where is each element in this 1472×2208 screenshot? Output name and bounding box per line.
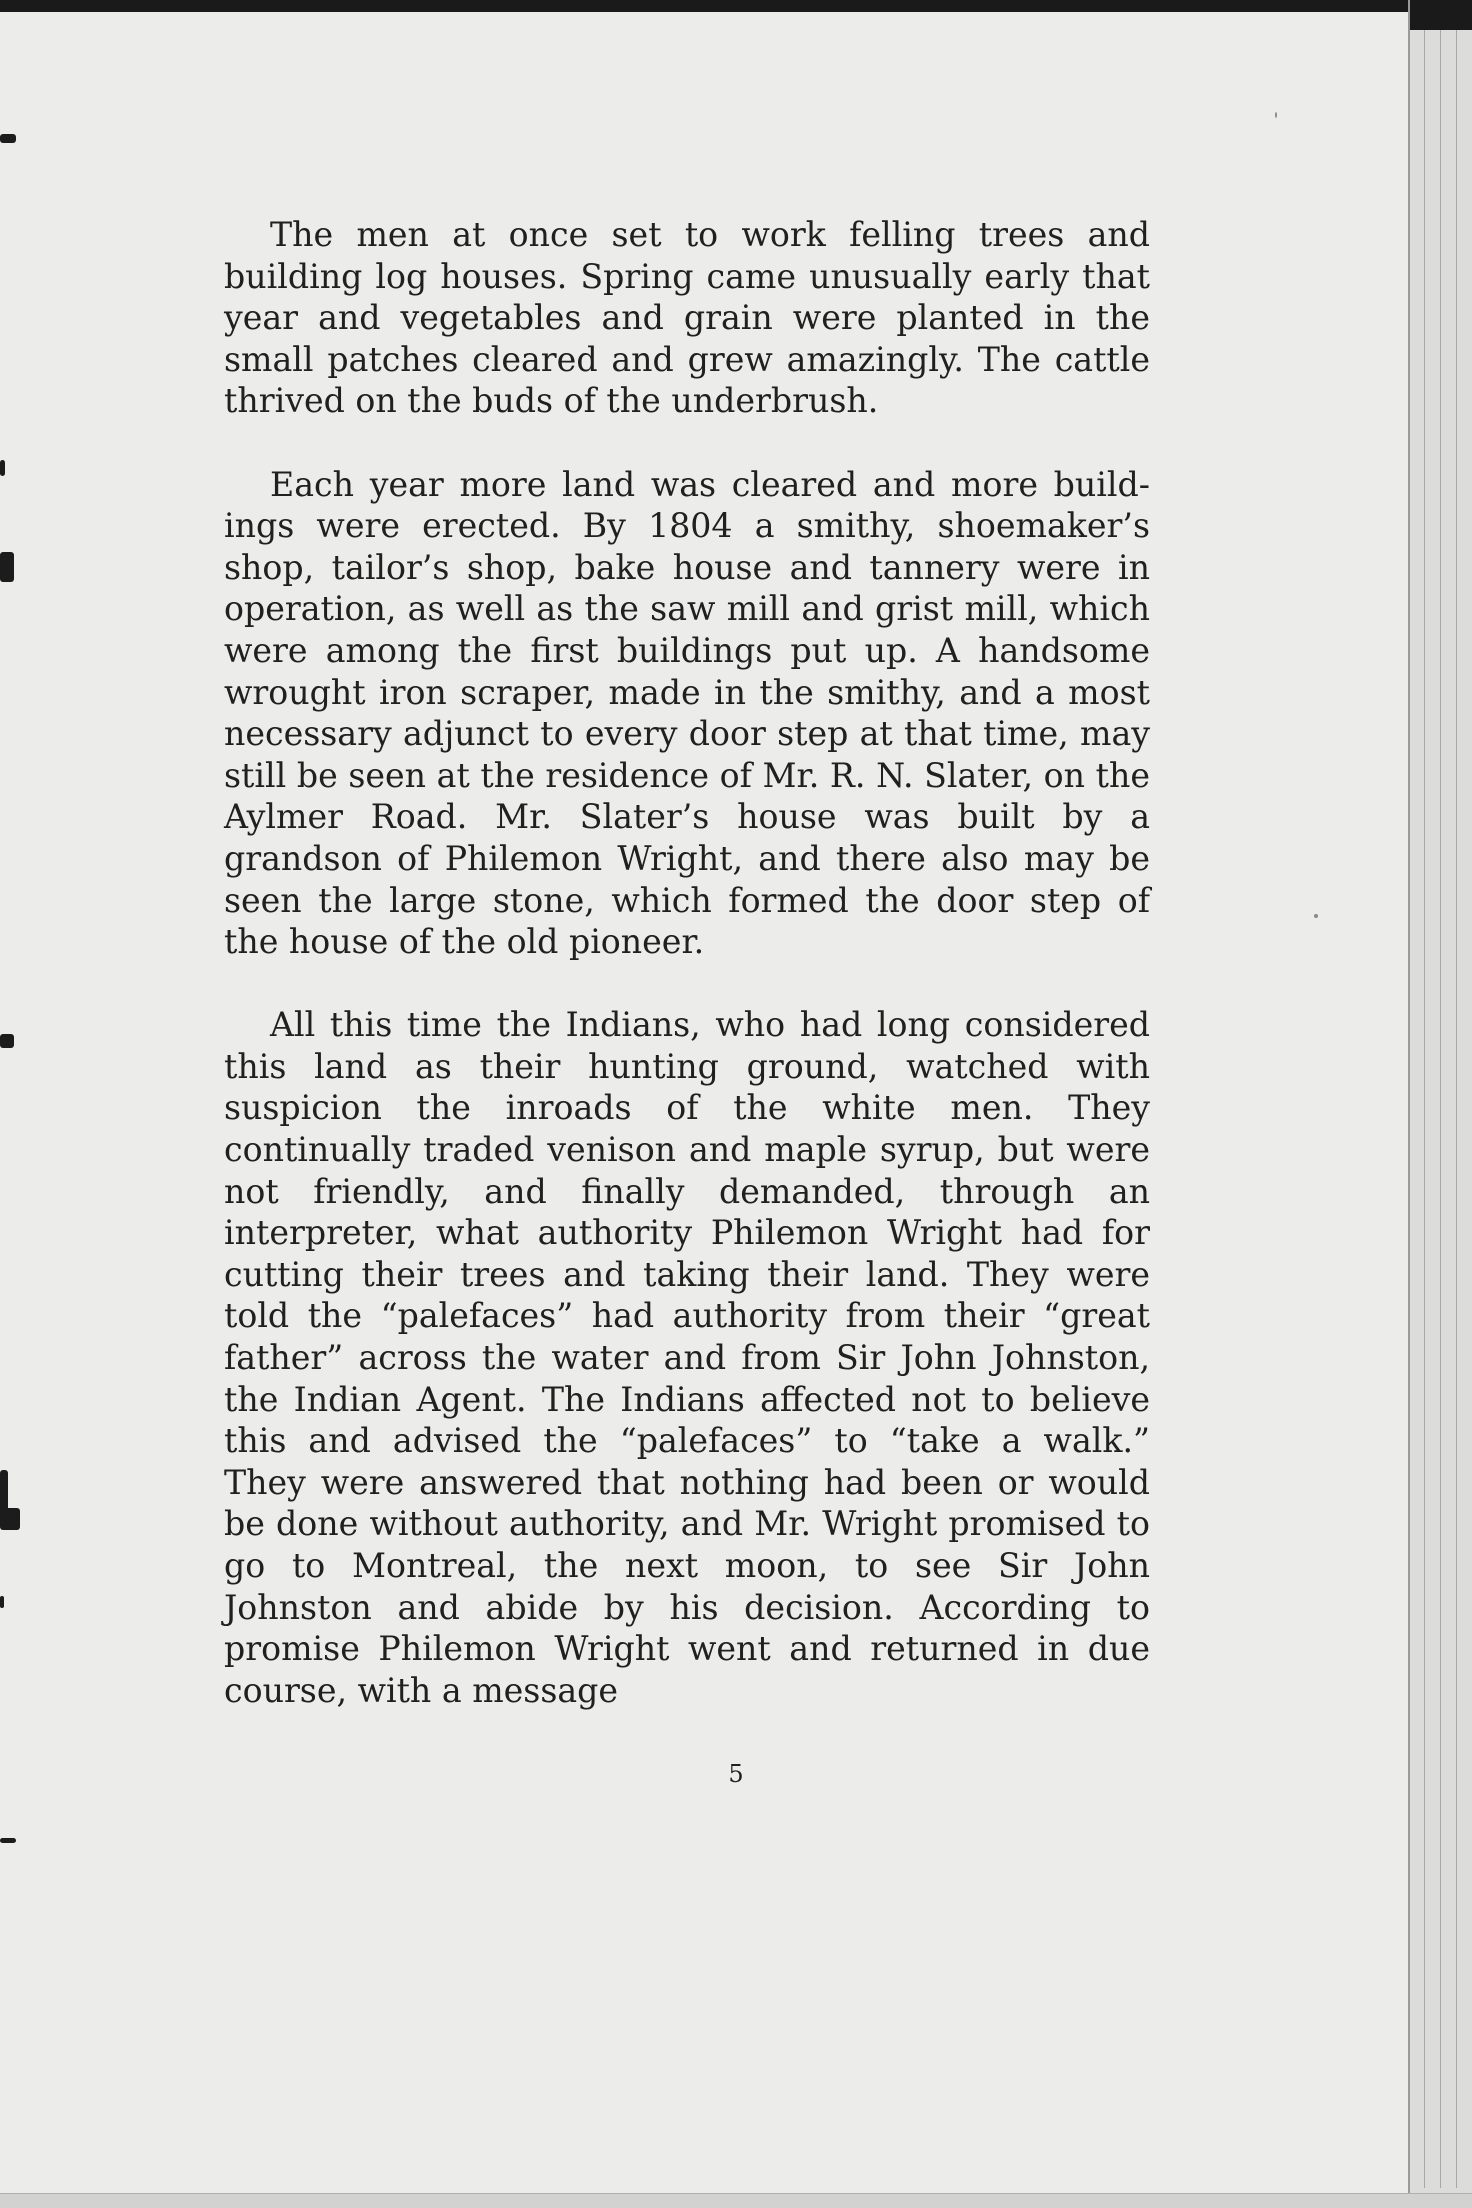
scan-top-edge	[0, 0, 1410, 12]
binding-mark	[0, 1838, 16, 1843]
paragraph: Each year more land was cleared and more build-ings were erected. By 1804 a smithy, shoemaker’s shop, tailor’s shop, bake house and tannery were in operation, as well as the saw mill and grist mill, which were among the first buildings put up. A handsome wrought iron scraper, made in the smithy, and a most necessary adjunct to every door step at that time, may still be seen at the residence of Mr. R. N. Slater, on the Aylmer Road. Mr. Slater’s house was built by a grandson of Philemon Wright, and there also may be seen the large stone, which formed the door step of the house of the old pioneer.	[224, 464, 1150, 962]
page-body	[224, 214, 1150, 1753]
dust-speck	[1275, 112, 1277, 118]
dust-speck	[1314, 914, 1318, 918]
binding-mark	[0, 552, 14, 582]
scan-bottom-edge	[0, 2193, 1472, 2208]
page-edge-cap	[1410, 0, 1472, 30]
binding-mark	[0, 1508, 20, 1530]
page-edge-line	[1456, 30, 1457, 2188]
paragraph: All this time the Indians, who had long considered this land as their hunting ground, watched with suspicion the inroads of the white men. They continually traded venison and maple syrup, but were not friendly, and finally demanded, through an interpreter, what authority Philemon Wright had for cutting their trees and taking their land. They were told the “palefaces” had authority from their “great father” across the water and from Sir John Johnston, the Indian Agent. The Indians affected not to believe this and advised the “palefaces” to “take a walk.” They were answered that nothing had been or would be done without authority, and Mr. Wright promised to go to Montreal, the next moon, to see Sir John Johnston and abide by his decision. According to promise Philemon Wright went and returned in due course, with a message	[224, 1005, 1150, 1710]
page-edge-line	[1424, 30, 1425, 2188]
page-number: 5	[728, 1760, 744, 1788]
page-edge-strip	[1408, 0, 1472, 2208]
binding-mark	[0, 1596, 4, 1608]
page-edge-line	[1440, 30, 1441, 2188]
binding-mark	[0, 134, 16, 143]
binding-mark	[0, 460, 5, 476]
binding-mark	[0, 1034, 14, 1048]
paragraph: The men at once set to work felling trees and building log houses. Spring came unusually early that year and vegetables and grain were planted in the small patches cleared and grew amazingly. The cattle thrived on the buds of the underbrush.	[224, 215, 1150, 421]
